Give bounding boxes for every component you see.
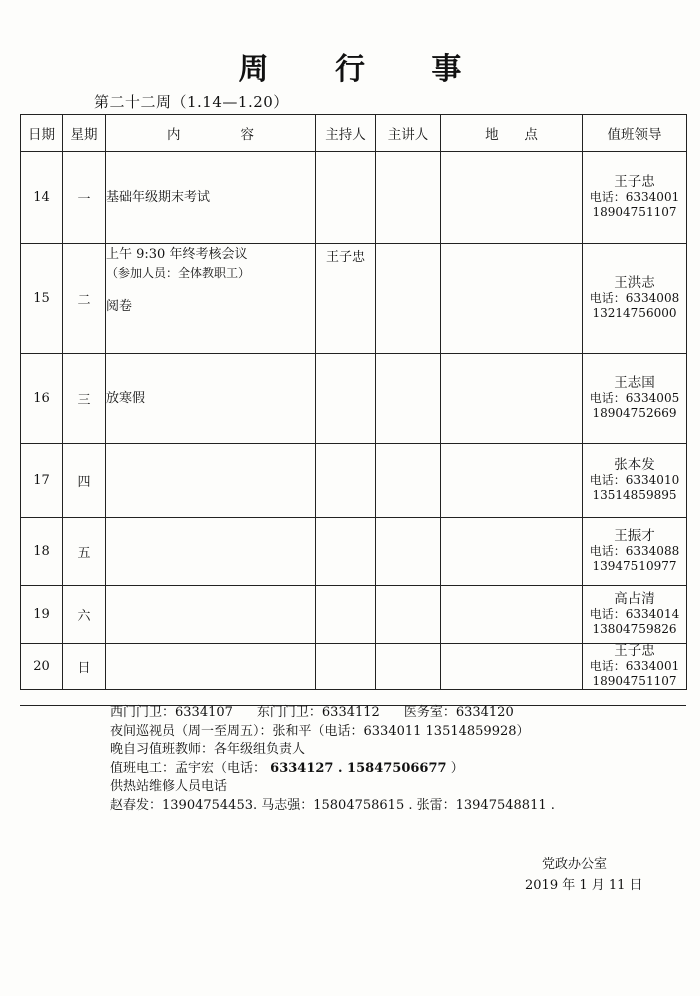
row-leader: [583, 152, 687, 244]
leader-name: 高占清: [614, 591, 655, 607]
row-date: 20: [21, 644, 63, 690]
row-location: [441, 518, 583, 586]
row-date: 15: [21, 244, 63, 354]
row-host: 王子忠: [316, 244, 376, 354]
row-content: [106, 518, 316, 586]
row-content: [106, 444, 316, 518]
row-host: [316, 354, 376, 444]
row-weekday: 二: [63, 244, 106, 354]
leader-mobile: 18904751107: [592, 205, 677, 219]
header-host: 主持人: [316, 115, 376, 152]
leader-phone: 电话：6334001: [589, 659, 680, 673]
row-host: [316, 518, 376, 586]
east-gate-phone: 东门门卫：6334112: [256, 705, 380, 720]
row-host: [316, 644, 376, 690]
leader-mobile: 18904752669: [592, 406, 677, 420]
row-weekday: 五: [63, 518, 106, 586]
leader-name: 张本发: [614, 457, 655, 473]
row-weekday: 日: [63, 644, 106, 690]
header-leader: 值班领导: [583, 115, 687, 152]
row-content: [106, 586, 316, 644]
row-date: 18: [21, 518, 63, 586]
electrician-prefix: 值班电工：孟宇宏（电话：: [110, 760, 267, 776]
row-host: [316, 444, 376, 518]
leader-mobile: 13947510977: [592, 559, 677, 573]
row-location: [441, 444, 583, 518]
electrician-line: [110, 760, 555, 779]
row-location: [441, 354, 583, 444]
header-speaker: 主讲人: [376, 115, 441, 152]
evening-study-line: 晚自习值班教师：各年级组负责人: [110, 742, 306, 757]
row-content: [106, 152, 316, 244]
row-leader: [583, 586, 687, 644]
row-location: [441, 586, 583, 644]
row-date: 14: [21, 152, 63, 244]
leader-phone: 电话：6334001: [589, 190, 680, 204]
leader-phone: 电话：6334088: [589, 544, 680, 558]
heating-title-line: 供热站维修人员电话: [110, 779, 228, 794]
contact-info: [110, 704, 555, 815]
header-row: [21, 115, 687, 152]
gate-phones-line: [110, 704, 555, 723]
content-line: （参加人员：全体教职工）: [106, 266, 251, 280]
leader-name: 王振才: [614, 528, 655, 544]
table-row: [21, 354, 687, 444]
heating-phones-line: 赵春发：13904754453. 马志强：15804758615 . 张雷：13947548811 .: [110, 797, 555, 813]
row-weekday: 三: [63, 354, 106, 444]
row-speaker: [376, 586, 441, 644]
row-date: 17: [21, 444, 63, 518]
row-content: [106, 354, 316, 444]
clinic-phone: 医务室：6334120: [403, 705, 514, 720]
header-location: 地 点: [441, 115, 583, 152]
leader-phone: 电话：6334010: [589, 473, 680, 487]
header-weekday: 星期: [63, 115, 106, 152]
row-host: [316, 586, 376, 644]
row-leader: [583, 644, 687, 690]
row-weekday: 六: [63, 586, 106, 644]
content-line: 放寒假: [106, 390, 146, 406]
row-leader: [583, 518, 687, 586]
table-row: [21, 644, 687, 690]
header-date: 日期: [21, 115, 63, 152]
row-speaker: [376, 518, 441, 586]
leader-name: 王子忠: [614, 643, 655, 659]
row-content: [106, 644, 316, 690]
row-location: [441, 644, 583, 690]
table-row: [21, 518, 687, 586]
content-line: 基础年级期末考试: [106, 189, 211, 205]
schedule-table: [20, 114, 687, 690]
content-line: 阅卷: [106, 299, 133, 314]
row-speaker: [376, 244, 441, 354]
leader-name: 王洪志: [614, 275, 655, 291]
row-weekday: 四: [63, 444, 106, 518]
row-location: [441, 244, 583, 354]
leader-phone: 电话：6334008: [589, 291, 680, 305]
west-gate-phone: 西门门卫：6334107: [110, 705, 233, 720]
table-row: [21, 444, 687, 518]
issuing-office: 党政办公室: [542, 857, 608, 872]
table-row: [21, 244, 687, 354]
row-speaker: [376, 644, 441, 690]
page-title: 周 行 事: [238, 52, 490, 87]
leader-mobile: 13214756000: [592, 306, 677, 320]
issue-date: 2019 年 1 月 11 日: [525, 878, 643, 893]
leader-mobile: 18904751107: [592, 674, 677, 688]
leader-name: 王子忠: [614, 174, 655, 190]
night-patrol-line: 夜间巡视员（周一至周五）：张和平（电话：6334011 13514859928）: [110, 723, 530, 739]
row-date: 19: [21, 586, 63, 644]
row-leader: [583, 244, 687, 354]
row-host: [316, 152, 376, 244]
row-leader: [583, 354, 687, 444]
row-speaker: [376, 152, 441, 244]
table-row: [21, 586, 687, 644]
row-leader: [583, 444, 687, 518]
header-content: 内 容: [106, 115, 316, 152]
leader-mobile: 13514859895: [592, 488, 677, 502]
leader-phone: 电话：6334005: [589, 391, 680, 405]
table-row: [21, 152, 687, 244]
leader-phone: 电话：6334014: [589, 607, 680, 621]
week-label: 第二十二周（1.14—1.20）: [94, 93, 289, 111]
row-content: [106, 244, 316, 354]
leader-mobile: 13804759826: [592, 622, 677, 636]
row-speaker: [376, 354, 441, 444]
row-speaker: [376, 444, 441, 518]
content-line: 上午 9:30 年终考核会议: [106, 247, 248, 262]
row-date: 16: [21, 354, 63, 444]
electrician-suffix: ）: [450, 760, 464, 776]
electrician-phone: 6334127 . 15847506677: [270, 760, 447, 776]
row-weekday: 一: [63, 152, 106, 244]
row-location: [441, 152, 583, 244]
leader-name: 王志国: [614, 375, 655, 391]
